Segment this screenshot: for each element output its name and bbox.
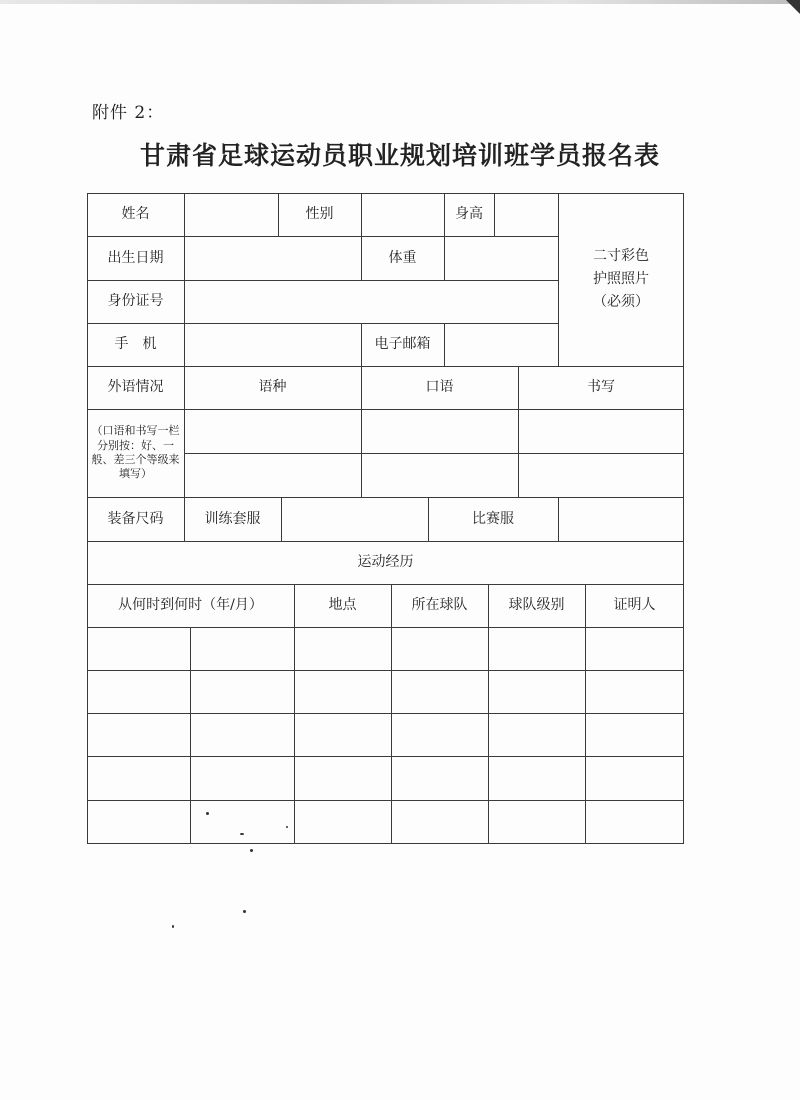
table-rule xyxy=(190,627,191,844)
table-rule xyxy=(87,843,684,844)
table-rule xyxy=(184,453,684,454)
table-rule xyxy=(87,366,684,367)
photo-box[interactable] xyxy=(558,193,684,366)
registration-form-table xyxy=(87,193,684,844)
scan-speck xyxy=(240,833,244,835)
scan-speck xyxy=(243,910,246,913)
table-rule xyxy=(444,323,445,367)
table-rule xyxy=(184,193,185,367)
table-rule xyxy=(558,497,559,542)
scan-speck xyxy=(206,812,209,815)
weight-field[interactable] xyxy=(444,236,558,280)
birth-field[interactable] xyxy=(184,236,361,280)
email-label: 电子邮箱 xyxy=(374,336,431,353)
table-rule xyxy=(585,627,586,844)
table-rule xyxy=(428,497,429,542)
scan-speck xyxy=(250,849,253,852)
language-kind-header: 语种 xyxy=(258,379,287,396)
table-rule xyxy=(391,627,392,844)
photo-line1: 二寸彩色 xyxy=(593,248,649,265)
history-title: 运动经历 xyxy=(357,554,414,571)
phone-field[interactable] xyxy=(184,323,361,366)
table-rule xyxy=(87,627,684,628)
table-rule xyxy=(558,193,559,367)
gender-label: 性别 xyxy=(305,206,334,223)
id-label: 身份证号 xyxy=(107,293,164,310)
table-rule xyxy=(87,193,88,844)
name-label: 姓名 xyxy=(121,206,150,223)
table-rule xyxy=(294,627,295,844)
table-rule xyxy=(87,236,559,237)
scan-corner-mark xyxy=(786,0,800,14)
attachment-label: 附件 2： xyxy=(92,103,165,123)
photo-line3: （必须） xyxy=(593,293,649,310)
table-rule xyxy=(87,193,684,194)
language-oral-header: 口语 xyxy=(425,379,454,396)
table-rule xyxy=(87,497,684,498)
height-field[interactable] xyxy=(494,193,558,236)
photo-line2: 护照照片 xyxy=(593,271,649,288)
table-rule xyxy=(87,713,684,714)
table-rule xyxy=(87,541,684,542)
training-suit-label: 训练套服 xyxy=(204,510,261,527)
col-level: 球队级别 xyxy=(508,597,565,614)
training-suit-field[interactable] xyxy=(281,497,428,541)
table-rule xyxy=(184,366,185,498)
name-field[interactable] xyxy=(184,193,278,236)
table-rule xyxy=(87,280,559,281)
col-witness: 证明人 xyxy=(613,597,656,614)
match-suit-field[interactable] xyxy=(558,497,684,541)
table-rule xyxy=(361,366,362,498)
table-rule xyxy=(87,584,684,585)
table-rule xyxy=(488,627,489,844)
table-rule xyxy=(683,193,684,844)
weight-label: 体重 xyxy=(388,249,417,266)
language-label: 外语情况 xyxy=(107,379,164,396)
birth-label: 出生日期 xyxy=(107,249,164,266)
table-rule xyxy=(361,236,362,281)
gear-label: 装备尺码 xyxy=(107,510,164,527)
table-rule xyxy=(361,323,362,367)
gender-field[interactable] xyxy=(361,193,444,236)
table-rule xyxy=(87,756,684,757)
scan-top-edge xyxy=(0,0,800,4)
id-field[interactable] xyxy=(184,280,558,323)
table-rule xyxy=(281,497,282,542)
table-rule xyxy=(391,584,392,628)
table-rule xyxy=(87,800,684,801)
language-note: （口语和书写一栏分别按：好、一般、差三个等级来填写） xyxy=(91,424,180,481)
table-rule xyxy=(184,497,185,542)
col-place: 地点 xyxy=(328,597,357,614)
scan-speck xyxy=(286,826,288,828)
table-rule xyxy=(518,366,519,498)
language-written-header: 书写 xyxy=(587,379,615,396)
table-rule xyxy=(444,193,445,237)
table-rule xyxy=(494,193,495,237)
col-team: 所在球队 xyxy=(411,597,468,614)
email-field[interactable] xyxy=(444,323,558,366)
table-rule xyxy=(87,670,684,671)
phone-label: 手 机 xyxy=(114,336,157,353)
form-title: 甘肃省足球运动员职业规划培训班学员报名表 xyxy=(139,141,660,170)
height-label: 身高 xyxy=(455,206,483,223)
table-rule xyxy=(361,193,362,237)
table-rule xyxy=(87,323,559,324)
scan-speck xyxy=(172,925,174,928)
table-rule xyxy=(87,409,684,410)
table-rule xyxy=(488,584,489,628)
table-rule xyxy=(585,584,586,628)
col-period: 从何时到何时（年/月） xyxy=(118,597,263,614)
match-suit-label: 比赛服 xyxy=(472,510,514,527)
table-rule xyxy=(444,236,445,281)
table-rule xyxy=(294,584,295,628)
table-rule xyxy=(278,193,279,237)
